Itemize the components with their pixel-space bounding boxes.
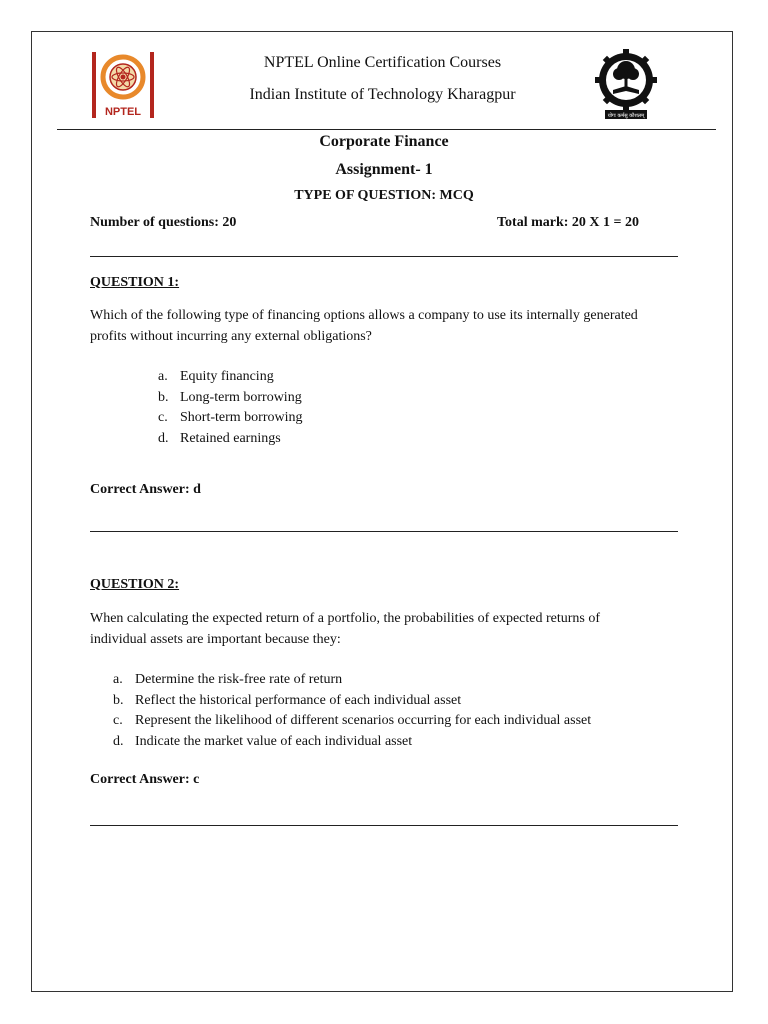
divider [90,531,678,532]
question-type: TYPE OF QUESTION: MCQ [294,188,474,203]
option-letter: d. [158,430,169,446]
option [158,367,302,388]
course-title: Corporate Finance [319,133,449,150]
header-divider [57,129,716,130]
question-2-options [113,670,591,752]
total-mark: Total mark: 20 X 1 = 20 [497,215,640,230]
question-1-options [158,367,302,449]
option-text: Short-term borrowing [180,410,303,425]
option [113,732,591,753]
option-letter: b. [158,389,169,405]
option-text: Determine the risk-free rate of return [135,672,343,687]
option-letter: a. [158,369,168,384]
number-of-questions [90,215,236,231]
question-2-answer: Correct Answer: c [90,772,200,787]
option-letter: b. [113,692,124,708]
option [113,670,591,691]
option-text: Retained earnings [180,430,281,446]
option [158,408,302,429]
question-2-heading: QUESTION 2: [90,577,180,592]
option-text: Long-term borrowing [180,389,302,405]
option [113,711,591,732]
option [158,429,302,450]
option-letter: d. [113,733,124,749]
option [158,388,302,409]
option-letter: c. [113,713,123,728]
iit-logo-motto: योगः कर्मसु कौशलम् [607,113,645,119]
question-1-answer: Correct Answer: d [90,482,201,497]
option-letter: a. [113,672,123,687]
question-1-text: Which of the following type of financing options allows a company to use its internally generated profits without incurring any external obligations? [90,308,638,344]
divider [90,825,678,826]
option-text: Reflect the historical performance of each individual asset [135,692,462,708]
header-line-2: Indian Institute of Technology Kharagpur [249,86,516,103]
assignment-title: Assignment- 1 [335,161,433,178]
question-2-text: When calculating the expected return of a portfolio, the probabilities of expected returns of individual assets are important because they: [90,611,601,647]
number-of-questions-value: : 20 [214,215,237,230]
option [113,691,591,712]
option-letter: c. [158,410,168,425]
nptel-logo [90,50,156,120]
option-text: Indicate the market value of each individual asset [135,733,413,749]
divider [90,256,678,257]
number-of-questions-label: Number of questions [90,215,215,230]
option-text: Equity financing [180,369,274,384]
header-line-1: NPTEL Online Certification Courses [263,54,502,71]
nptel-logo-text: NPTEL [104,106,142,118]
iit-kharagpur-logo [593,46,659,122]
question-1-heading: QUESTION 1: [90,275,180,290]
option-text: Represent the likelihood of different scenarios occurring for each individual asset [135,713,592,728]
